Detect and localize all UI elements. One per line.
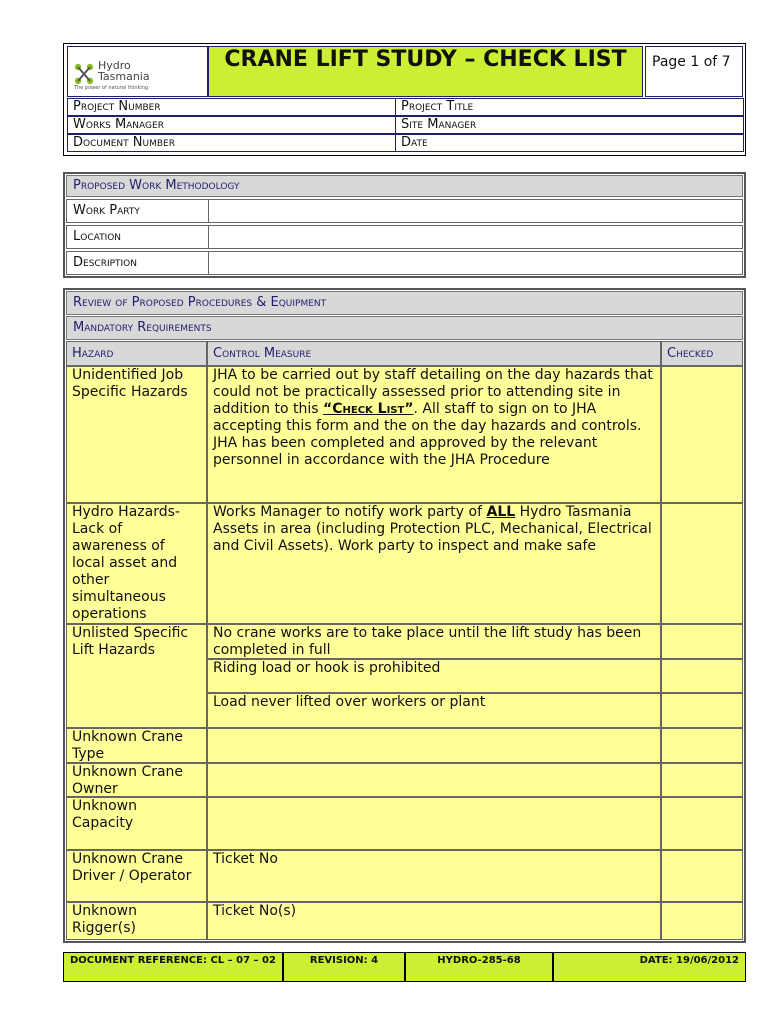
checked-cell[interactable] [661, 693, 743, 728]
control-cell: No crane works are to take place until the lift study has been completed in full [207, 624, 661, 659]
control-cell: Load never lifted over workers or plant [207, 693, 661, 728]
logo-cell [67, 46, 208, 97]
checked-cell[interactable] [661, 902, 743, 940]
footer-code: HYDRO-285-68 [405, 952, 553, 982]
checked-cell[interactable] [661, 624, 743, 659]
logo-text-hydro: Hydro [98, 59, 131, 72]
column-header-row [66, 341, 743, 366]
control-cell: Ticket No [207, 850, 661, 902]
hydro-tasmania-logo-icon [73, 62, 95, 86]
col-checked-header: Checked [661, 341, 743, 366]
site-manager-label: Site Manager [401, 117, 477, 132]
hazard-cell: Unknown Capacity [66, 797, 207, 850]
review-heading: Review of Proposed Procedures & Equipment [66, 291, 743, 315]
description-row [66, 251, 743, 275]
hazard-cell: Unidentified Job Specific Hazards [66, 366, 207, 503]
footer-revision: REVISION: 4 [283, 952, 405, 982]
checked-cell[interactable] [661, 763, 743, 797]
work-party-label: Work Party [73, 203, 140, 218]
control-cell: JHA to be carried out by staff detailing on the day hazards that could not be practically assessed prior to attending site in addition to this “Check List”. All staff to sign on to JHA accepting this form and the on the day hazards and controls. JHA has been completed and approved by the relevant personnel in accordance with the JHA Procedure [207, 366, 661, 503]
hazard-cell: Hydro Hazards-Lack of awareness of local asset and other simultaneous operations [66, 503, 207, 624]
table-row [66, 728, 743, 763]
works-manager-label: Works Manager [73, 117, 164, 132]
col-hazard-header: Hazard [66, 341, 207, 366]
hazard-cell: Unlisted Specific Lift Hazards [66, 624, 207, 728]
control-cell [207, 797, 661, 850]
table-row [66, 797, 743, 850]
hazard-cell: Unknown Crane Owner [66, 763, 207, 797]
control-cell: Ticket No(s) [207, 902, 661, 940]
hazard-cell: Unknown Crane Driver / Operator [66, 850, 207, 902]
control-cell [207, 763, 661, 797]
document-footer [63, 952, 746, 982]
document-number-label: Document Number [73, 135, 175, 150]
document-number-row [67, 134, 744, 152]
table-row [66, 503, 743, 624]
location-row [66, 225, 743, 249]
table-row [66, 850, 743, 902]
project-title-label: Project Title [401, 99, 474, 114]
date-label: Date [401, 135, 428, 150]
description-label: Description [73, 255, 137, 270]
document-title: CRANE LIFT STUDY – CHECK LIST [208, 46, 643, 97]
hazard-cell: Unknown Crane Type [66, 728, 207, 763]
page-number: Page 1 of 7 [645, 46, 743, 97]
checked-cell[interactable] [661, 659, 743, 693]
works-manager-row [67, 116, 744, 134]
hazard-cell: Unknown Rigger(s) [66, 902, 207, 940]
project-number-label: Project Number [73, 99, 161, 114]
table-row [66, 366, 743, 503]
control-cell: Riding load or hook is prohibited [207, 659, 661, 693]
footer-doc-reference: DOCUMENT REFERENCE: CL – 07 – 02 [63, 952, 283, 982]
logo-tagline: The power of natural thinking [74, 85, 149, 91]
checked-cell[interactable] [661, 503, 743, 624]
checked-cell[interactable] [661, 366, 743, 503]
table-row [66, 763, 743, 797]
control-cell [207, 728, 661, 763]
footer-date: DATE: 19/06/2012 [553, 952, 746, 982]
location-label: Location [73, 229, 122, 244]
control-cell: Works Manager to notify work party of ALL Hydro Tasmania Assets in area (including Protection PLC, Mechanical, Electrical and Civil Assets). Work party to inspect and make safe [207, 503, 661, 624]
checked-cell[interactable] [661, 797, 743, 850]
mandatory-requirements-heading: Mandatory Requirements [66, 316, 743, 340]
methodology-heading: Proposed Work Methodology [66, 175, 743, 197]
col-control-header: Control Measure [207, 341, 661, 366]
work-party-row [66, 199, 743, 223]
checked-cell[interactable] [661, 850, 743, 902]
table-row [66, 624, 743, 728]
project-number-row [67, 98, 744, 116]
logo-text-tasmania: Tasmania [98, 70, 150, 83]
checked-cell[interactable] [661, 728, 743, 763]
table-row [66, 902, 743, 940]
